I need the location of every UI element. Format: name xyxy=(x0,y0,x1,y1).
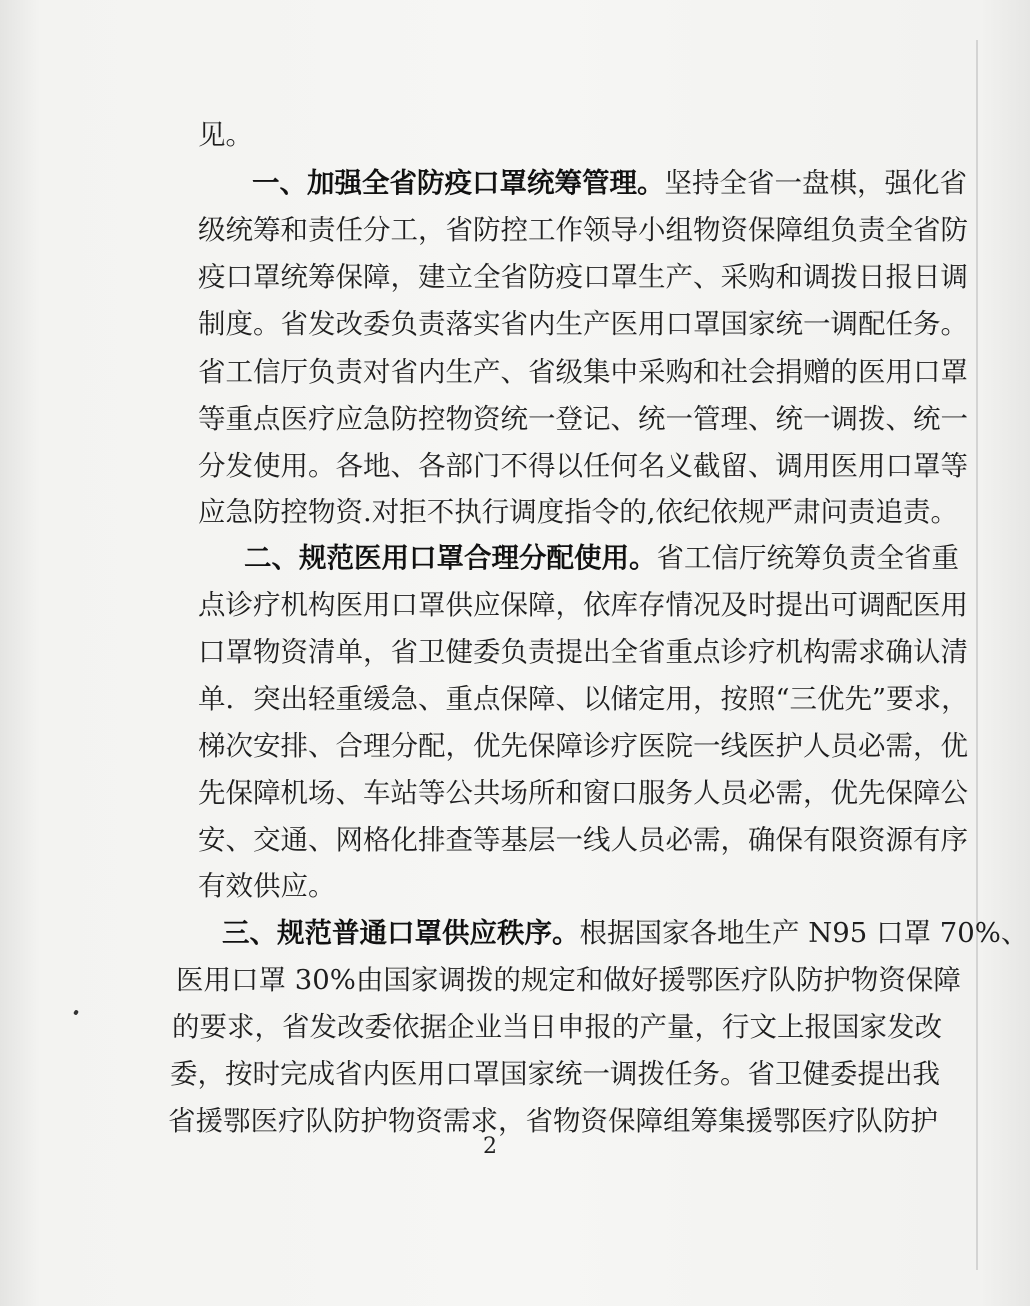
section-heading-1: 一、加强全省防疫口罩统筹管理。 xyxy=(252,167,665,199)
text-line: 单．突出轻重缓急、重点保障、以储定用，按照“三优先”要求， xyxy=(198,683,969,715)
heading-line-1: 一、加强全省防疫口罩统筹管理。坚持全省一盘棋，强化省 xyxy=(252,167,967,199)
scan-speck xyxy=(73,1009,79,1015)
page-number: 2 xyxy=(483,1134,497,1159)
scan-edge-shadow xyxy=(976,40,978,1270)
text-line: 制度。省发改委负责落实省内生产医用口罩国家统一调配任务。 xyxy=(198,308,968,340)
heading-line-2: 二、规范医用口罩合理分配使用。省工信厅统筹负责全省重 xyxy=(244,542,959,574)
text-line: 应急防控物资.对拒不执行调度指令的,依纪依规严肃问责追责。 xyxy=(198,496,958,528)
section-heading-3: 三、规范普通口罩供应秩序。 xyxy=(222,917,580,949)
text-line: 委，按时完成省内医用口罩国家统一调拨任务。省卫健委提出我 xyxy=(170,1058,940,1090)
text-line: 级统筹和责任分工，省防控工作领导小组物资保障组负责全省防 xyxy=(198,214,968,246)
text-line: 有效供应。 xyxy=(198,870,336,902)
text-line: 见。 xyxy=(198,119,253,151)
text-line: 先保障机场、车站等公共场所和窗口服务人员必需，优先保障公 xyxy=(198,777,968,809)
text-line: 疫口罩统筹保障，建立全省防疫口罩生产、采购和调拨日报日调 xyxy=(198,261,968,293)
text-line: 医用口罩 30%由国家调拨的规定和做好援鄂医疗队防护物资保障 xyxy=(176,964,961,996)
text-line: 分发使用。各地、各部门不得以任何名义截留、调用医用口罩等 xyxy=(198,450,968,482)
text-line: 点诊疗机构医用口罩供应保障，依库存情况及时提出可调配医用 xyxy=(198,589,968,621)
text-line: 梯次安排、合理分配，优先保障诊疗医院一线医护人员必需，优 xyxy=(198,730,968,762)
heading-line-3: 三、规范普通口罩供应秩序。根据国家各地生产 N95 口罩 70%、 xyxy=(222,917,1029,949)
text-line: 口罩物资清单，省卫健委负责提出全省重点诊疗机构需求确认清 xyxy=(198,636,968,668)
text-line: 安、交通、网格化排查等基层一线人员必需，确保有限资源有序 xyxy=(198,824,968,856)
section-heading-2: 二、规范医用口罩合理分配使用。 xyxy=(244,542,657,574)
text-line: 省援鄂医疗队防护物资需求，省物资保障组筹集援鄂医疗队防护 xyxy=(168,1105,938,1137)
text-line: 省工信厅负责对省内生产、省级集中采购和社会捐赠的医用口罩 xyxy=(198,356,968,388)
text-line: 的要求，省发改委依据企业当日申报的产量，行文上报国家发改 xyxy=(172,1011,942,1043)
text-line: 等重点医疗应急防控物资统一登记、统一管理、统一调拨、统一 xyxy=(198,403,968,435)
